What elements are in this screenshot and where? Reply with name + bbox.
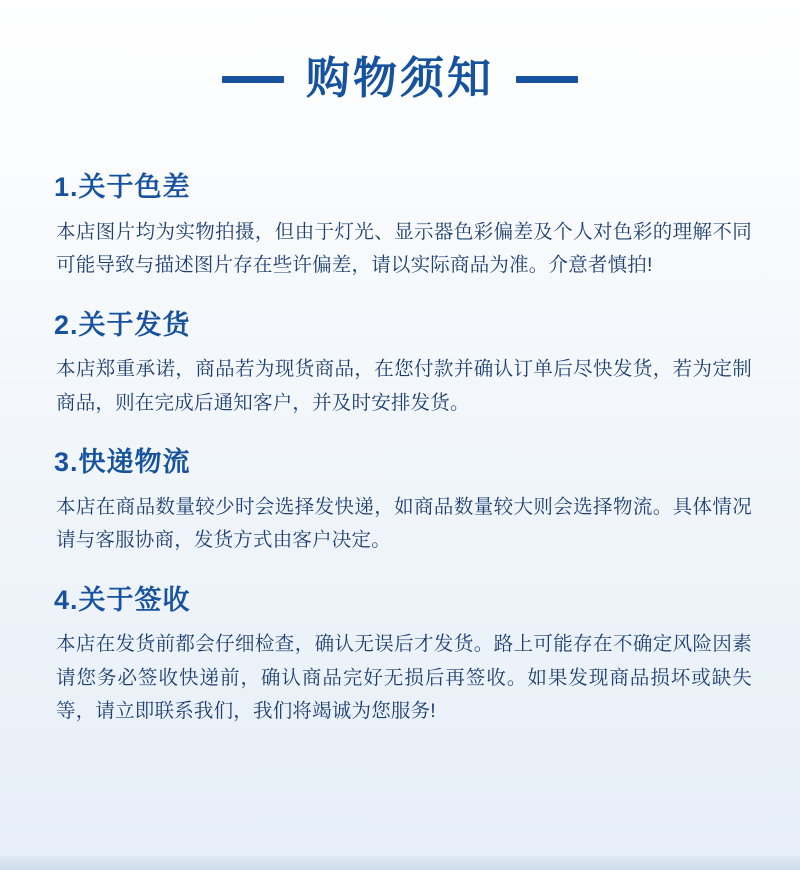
section-shipping <box>48 309 752 420</box>
bottom-strip <box>0 856 800 870</box>
section-body-3: 本店在商品数量较少时会选择发快递，如商品数量较大则会选择物流。具体情况请与客服协商，发货方式由客户决定。 <box>56 495 752 552</box>
section-logistics <box>48 446 752 557</box>
title-rule-left-icon <box>222 76 284 83</box>
section-heading-2: 2.关于发货 <box>54 309 191 340</box>
page-title-row <box>48 0 752 163</box>
section-color-difference <box>48 171 752 282</box>
page-title: 购物须知 <box>306 54 494 104</box>
section-receipt <box>48 584 752 729</box>
title-rule-right-icon <box>516 76 578 83</box>
section-body-2: 本店郑重承诺，商品若为现货商品，在您付款并确认订单后尽快发货，若为定制商品，则在完成后通知客户，并及时安排发货。 <box>56 358 752 414</box>
section-body-1: 本店图片均为实物拍摄，但由于灯光、显示器色彩偏差及个人对色彩的理解不同可能导致与描述图片存在些许偏差，请以实际商品为准。介意者慎拍! <box>56 220 752 277</box>
section-heading-1: 1.关于色差 <box>54 172 191 203</box>
section-heading-4: 4.关于签收 <box>54 584 191 615</box>
section-body-4: 本店在发货前都会仔细检查，确认无误后才发货。路上可能存在不确定风险因素请您务必签收快递前，确认商品完好无损后再签收。如果发现商品损坏或缺失等，请立即联系我们，我们将竭诚为您服务! <box>56 633 752 723</box>
section-heading-3: 3.快递物流 <box>54 447 191 478</box>
